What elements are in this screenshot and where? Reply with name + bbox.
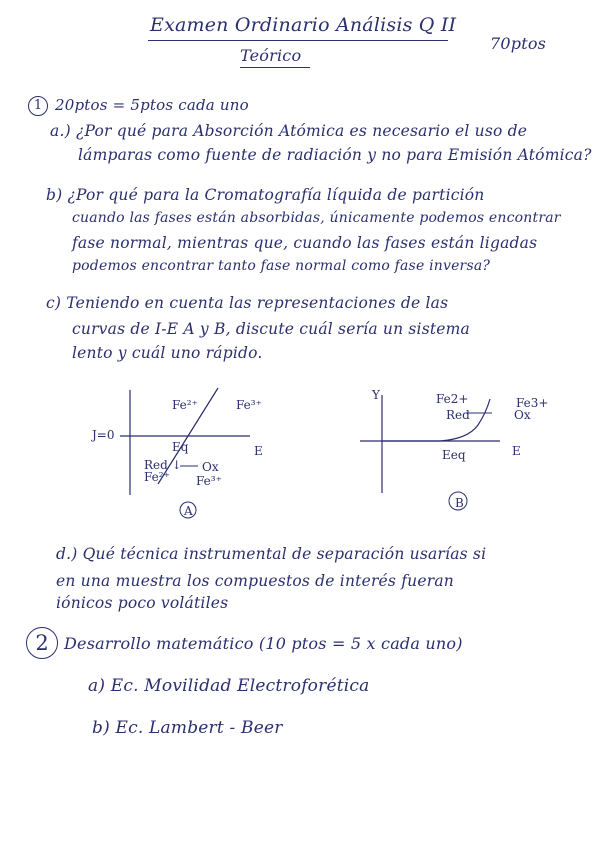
question-a-line-1: a.) ¿Por qué para Absorción Atómica es necesario el uso de [50, 122, 528, 140]
graph-a-letter: A [184, 504, 193, 518]
question-d-line-3: iónicos poco volátiles [56, 594, 229, 612]
graph-b-eq-label: Eeq [442, 448, 466, 462]
title-underline [148, 40, 448, 41]
graph-a [100, 380, 300, 520]
graph-a-fe2-label: Fe²⁺ [172, 398, 198, 412]
graph-a-i0-label: J=0 [92, 428, 115, 442]
graph-a-red-label: Red ↓ [144, 458, 182, 472]
graph-b-y-label: Y [372, 388, 380, 402]
question-d-line-2: en una muestra los compuestos de interés fueran [56, 572, 454, 590]
section-2-heading: Desarrollo matemático (10 ptos = 5 x cada uno) [64, 634, 463, 653]
graph-b-fe3-label: Fe3+ [516, 396, 549, 410]
graph-a-eq-label: Eq [172, 440, 189, 454]
graph-b-red-label: Red [446, 408, 470, 422]
question-c-line-3: lento y cuál uno rápido. [72, 344, 263, 362]
graph-a-ox-label: Ox [202, 460, 219, 474]
question-c-line-2: curvas de I-E A y B, discute cuál sería un sistema [72, 320, 470, 338]
subtitle-underline [240, 67, 310, 68]
question-a-line-2: lámparas como fuente de radiación y no para Emisión Atómica? [78, 146, 592, 164]
question-b-line-4: podemos encontrar tanto fase normal como fase inversa? [72, 258, 491, 274]
section-2-number: 2 [26, 627, 58, 659]
graph-b-ox-label: Ox [514, 408, 531, 422]
question-b-line-2: cuando las fases están absorbidas, únicamente podemos encontrar [72, 210, 561, 226]
section-2-question-b: b) Ec. Lambert - Beer [92, 718, 283, 738]
section-1-heading: 20ptos = 5ptos cada uno [55, 96, 249, 114]
graph-b-e-label: E [512, 444, 521, 458]
question-c-line-1: c) Teniendo en cuenta las representaciones de las [46, 294, 449, 312]
total-points: 70ptos [490, 34, 547, 53]
section-1-number: 1 [28, 96, 48, 116]
graph-a-fe3b-label: Fe³⁺ [196, 474, 222, 488]
graph-a-e-label: E [254, 444, 263, 458]
page-subtitle: Teórico [240, 46, 302, 65]
graph-a-fe2b-label: Fe²⁺ [144, 470, 170, 484]
graph-b-fe2-label: Fe2+ [436, 392, 469, 406]
graph-a-fe3-label: Fe³⁺ [236, 398, 262, 412]
section-2-question-a: a) Ec. Movilidad Electroforética [88, 676, 370, 696]
question-b-line-3: fase normal, mientras que, cuando las fases están ligadas [72, 234, 538, 252]
page-title: Examen Ordinario Análisis Q II [150, 14, 457, 36]
question-b-line-1: b) ¿Por qué para la Cromatografía líquida de partición [46, 186, 485, 204]
question-d-line-1: d.) Qué técnica instrumental de separación usarías si [56, 545, 487, 563]
graph-b-letter: B [455, 496, 464, 510]
